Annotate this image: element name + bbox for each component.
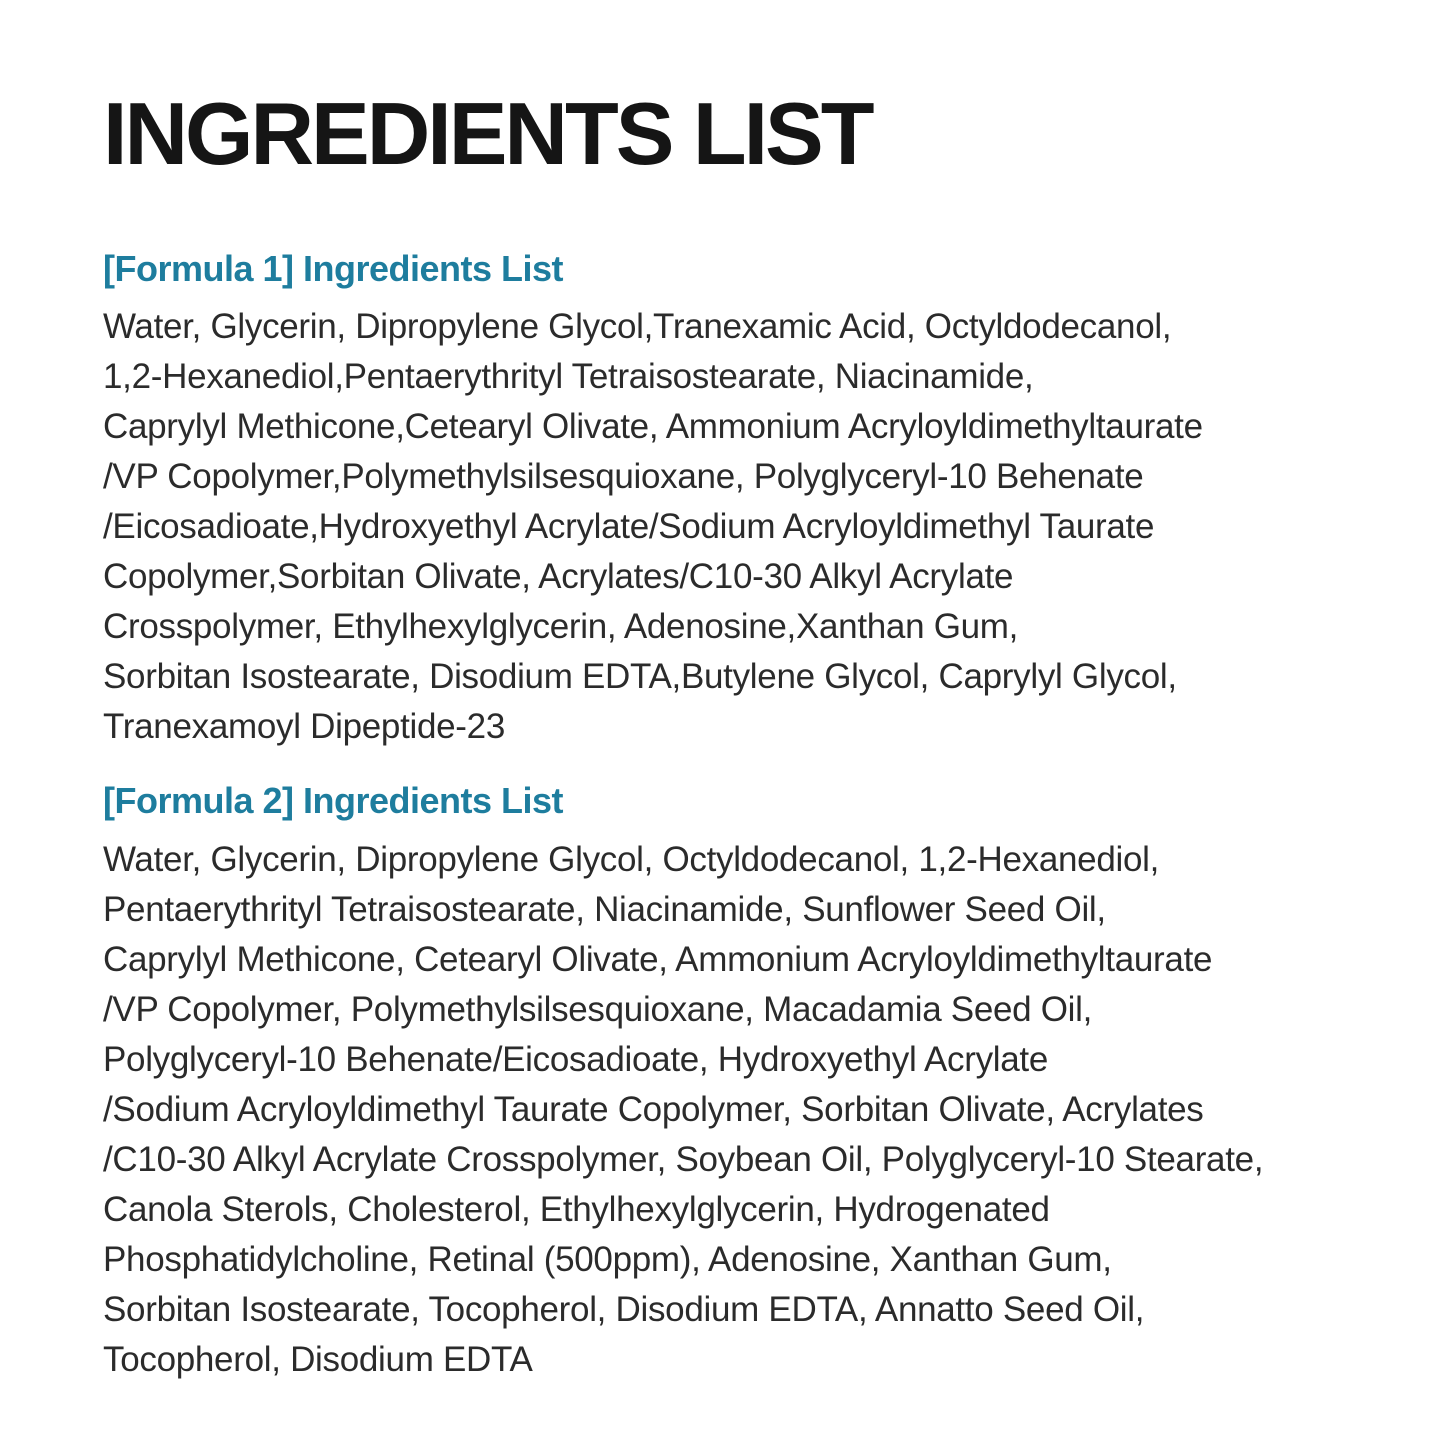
ingredients-line: /VP Copolymer,Polymethylsilsesquioxane, Polyglyceryl-10 Behenate	[103, 457, 1144, 497]
formula-1-ingredients	[103, 302, 1415, 752]
ingredients-line: /Eicosadioate,Hydroxyethyl Acrylate/Sodium Acryloyldimethyl Taurate	[103, 507, 1155, 547]
formula-2-section	[103, 780, 1415, 1384]
formula-1-heading: [Formula 1] Ingredients List	[103, 248, 564, 289]
ingredients-line: Copolymer,Sorbitan Olivate, Acrylates/C10-30 Alkyl Acrylate	[103, 557, 1014, 597]
ingredients-line: Water, Glycerin, Dipropylene Glycol,Tranexamic Acid, Octyldodecanol,	[103, 307, 1172, 347]
ingredients-line: Tocopherol, Disodium EDTA	[103, 1339, 533, 1379]
page-title: INGREDIENTS LIST	[103, 84, 872, 183]
ingredients-line: Pentaerythrityl Tetraisostearate, Niacinamide, Sunflower Seed Oil,	[103, 889, 1106, 929]
ingredients-line: /C10-30 Alkyl Acrylate Crosspolymer, Soybean Oil, Polyglyceryl-10 Stearate,	[103, 1139, 1264, 1179]
ingredients-line: Sorbitan Isostearate, Disodium EDTA,Butylene Glycol, Caprylyl Glycol,	[103, 657, 1177, 697]
ingredients-line: Caprylyl Methicone, Cetearyl Olivate, Ammonium Acryloyldimethyltaurate	[103, 939, 1213, 979]
ingredients-line: Phosphatidylcholine, Retinal (500ppm), Adenosine, Xanthan Gum,	[103, 1239, 1112, 1279]
formula-2-ingredients	[103, 835, 1415, 1385]
ingredients-line: Crosspolymer, Ethylhexylglycerin, Adenosine,Xanthan Gum,	[103, 607, 1019, 647]
ingredients-line: /Sodium Acryloyldimethyl Taurate Copolymer, Sorbitan Olivate, Acrylates	[103, 1089, 1204, 1129]
ingredients-line: Canola Sterols, Cholesterol, Ethylhexylglycerin, Hydrogenated	[103, 1189, 1050, 1229]
ingredients-line: Polyglyceryl-10 Behenate/Eicosadioate, Hydroxyethyl Acrylate	[103, 1039, 1048, 1079]
formula-2-heading: [Formula 2] Ingredients List	[103, 780, 564, 822]
ingredients-line: 1,2-Hexanediol,Pentaerythrityl Tetraisostearate, Niacinamide,	[103, 357, 1034, 397]
ingredients-line: Sorbitan Isostearate, Tocopherol, Disodium EDTA, Annatto Seed Oil,	[103, 1289, 1145, 1329]
ingredients-line: Water, Glycerin, Dipropylene Glycol, Octyldodecanol, 1,2-Hexanediol,	[103, 839, 1160, 879]
ingredients-line: Caprylyl Methicone,Cetearyl Olivate, Ammonium Acryloyldimethyltaurate	[103, 407, 1203, 447]
ingredients-line: /VP Copolymer, Polymethylsilsesquioxane, Macadamia Seed Oil,	[103, 989, 1093, 1029]
formula-1-section	[103, 248, 1415, 752]
ingredients-line: Tranexamoyl Dipeptide-23	[103, 707, 505, 747]
